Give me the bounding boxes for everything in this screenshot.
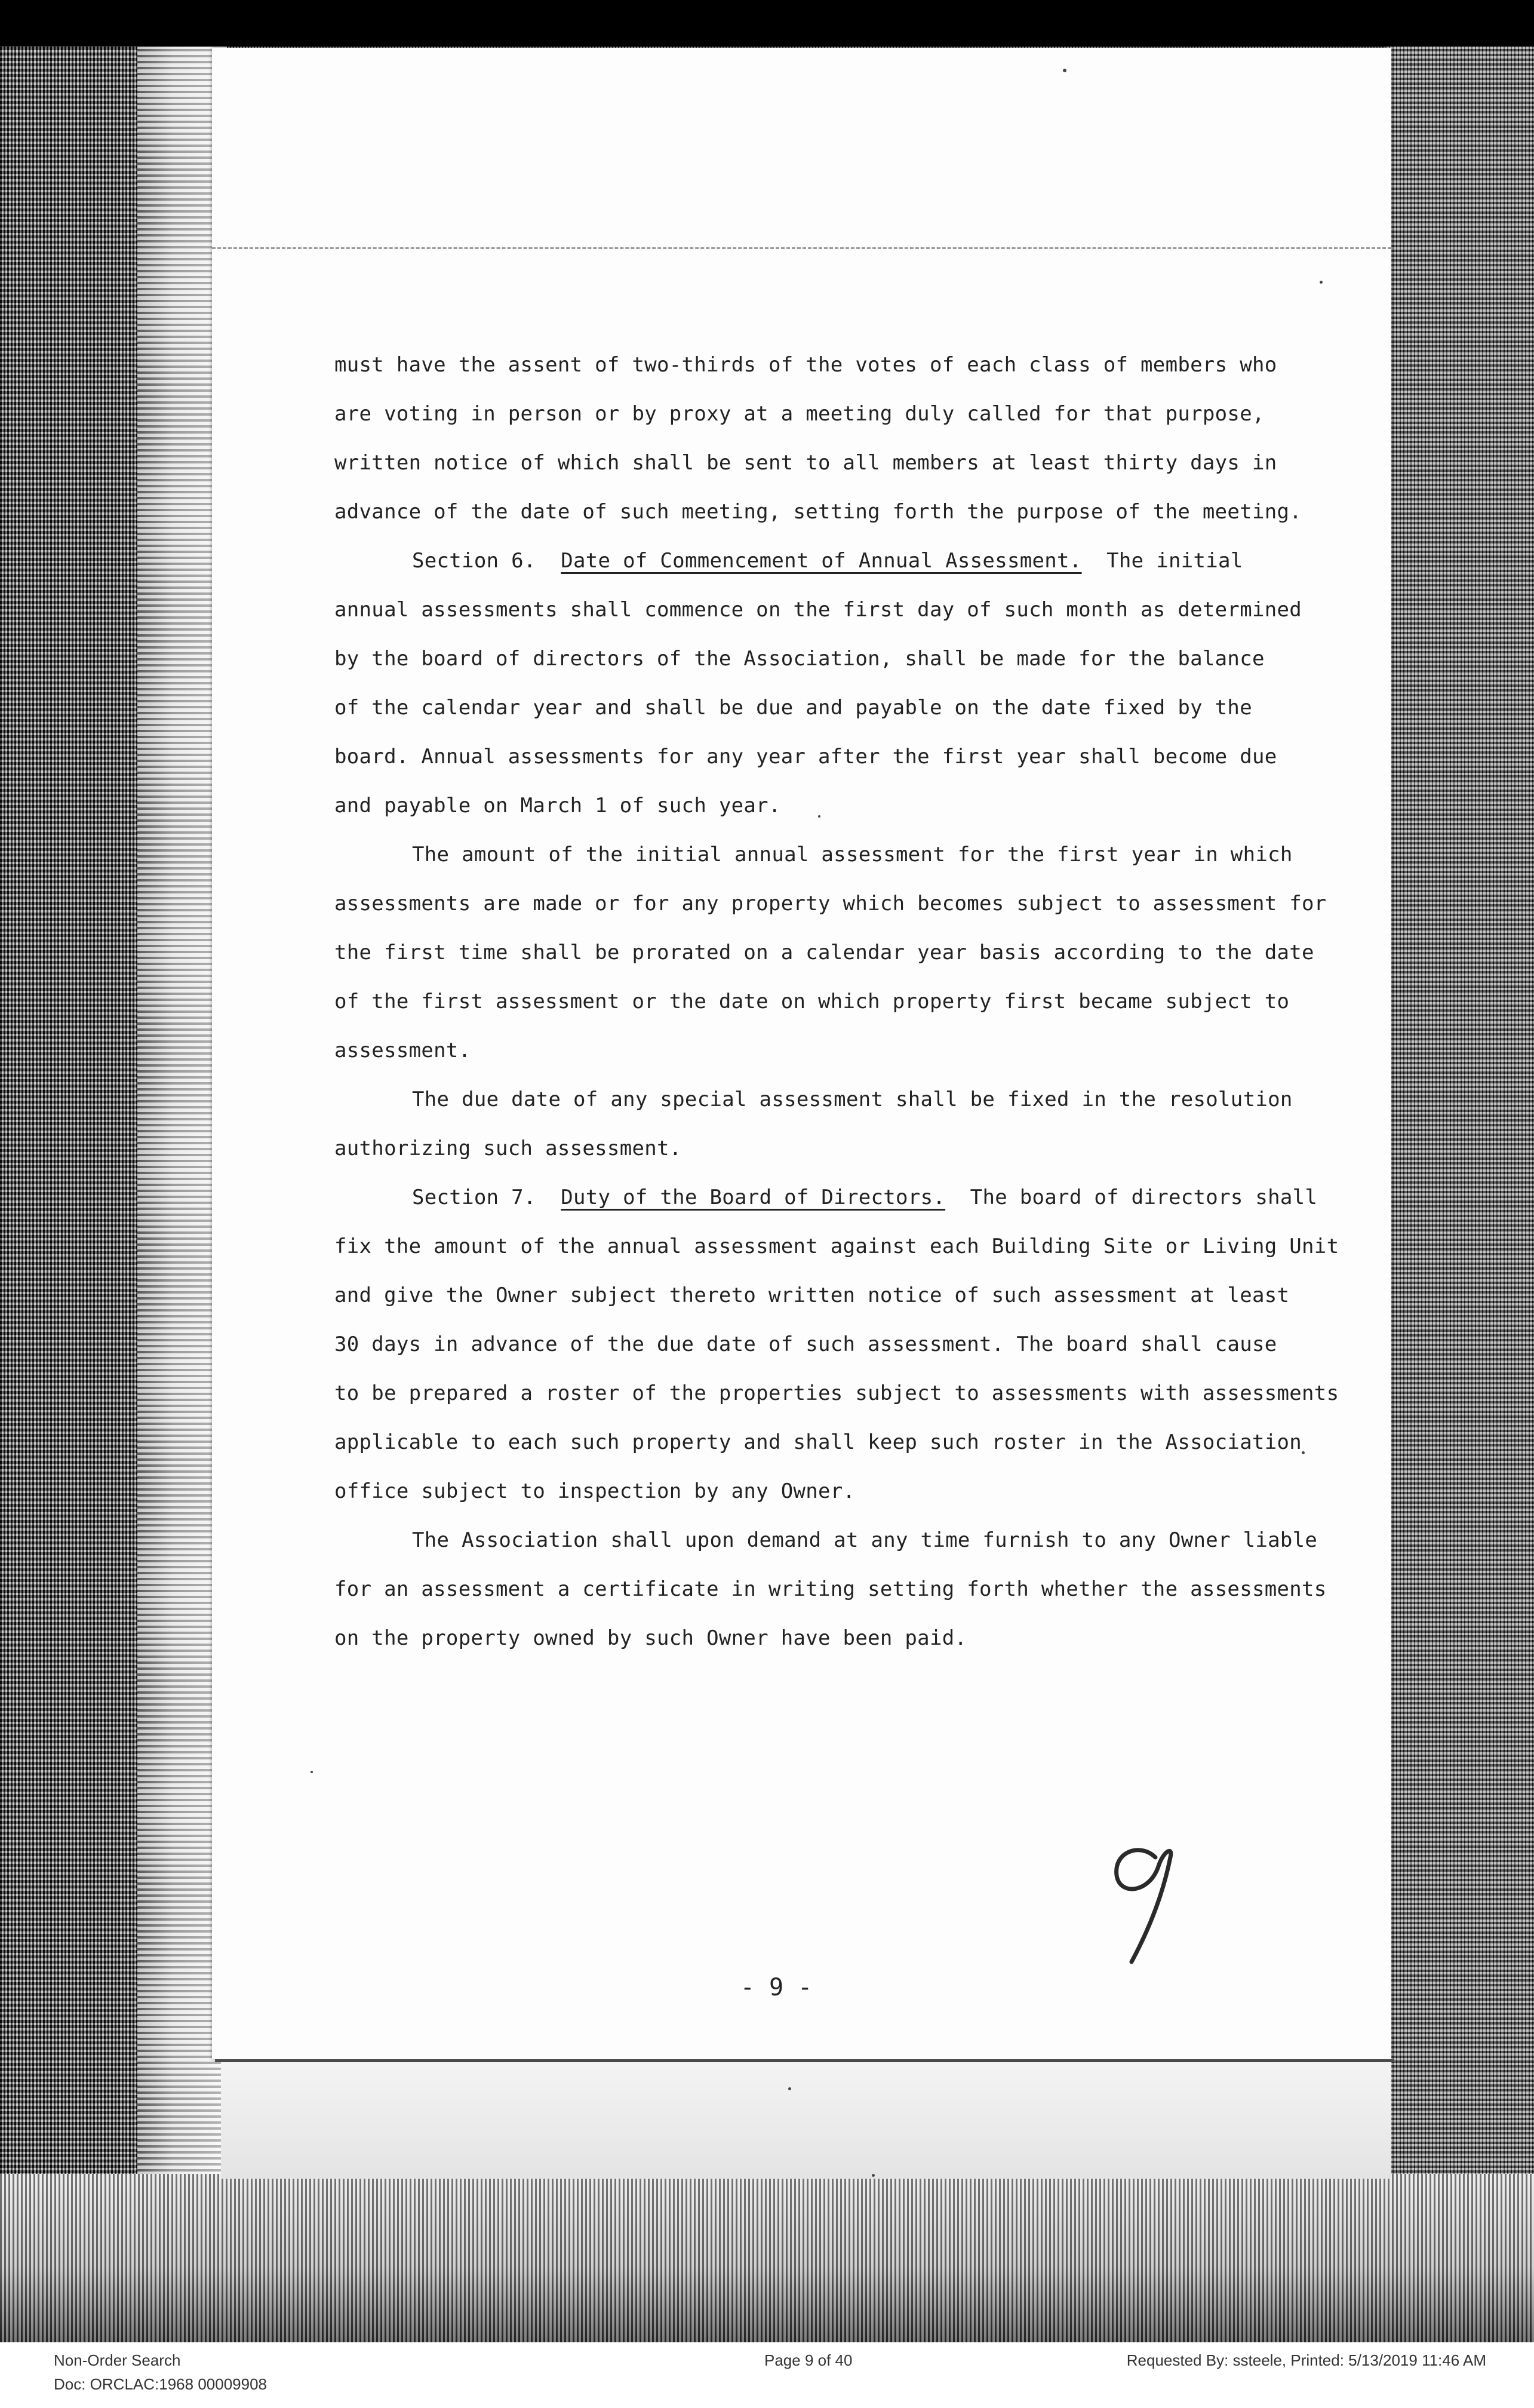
text-line: advance of the date of such meeting, setting forth the purpose of the meeting. (334, 500, 1302, 524)
text-line: to be prepared a roster of the properties subject to assessments with assessments (334, 1381, 1339, 1405)
scan-speck (311, 1771, 313, 1773)
text-line: fix the amount of the annual assessment against each Building Site or Living Unit (334, 1234, 1339, 1258)
text-line: must have the assent of two-thirds of the votes of each class of members who (334, 353, 1277, 377)
scan-speck (788, 2087, 791, 2090)
section-6-first-line (334, 536, 1290, 585)
scan-speck (872, 2174, 875, 2177)
text-line: board. Annual assessments for any year after the first year shall become due (334, 745, 1277, 769)
text-line: are voting in person or by proxy at a meeting duly called for that purpose, (334, 402, 1265, 426)
text-line: of the first assessment or the date on which property first became subject to (334, 990, 1290, 1013)
text-line: and give the Owner subject thereto written notice of such assessment at least (334, 1283, 1290, 1307)
page-number: - 9 - (740, 1974, 813, 2001)
text-line: annual assessments shall commence on the first day of such month as determined (334, 598, 1302, 622)
text-line: authorizing such assessment. (334, 1137, 682, 1160)
section-7-paragraph (334, 1173, 1339, 1516)
footer-search-type: Non-Order Search (54, 2351, 181, 2369)
fold-line (212, 247, 1391, 249)
scan-right-edge (1385, 47, 1534, 2342)
page-bottom-rule (215, 2059, 1394, 2062)
text-line: assessment. (334, 1039, 471, 1062)
footer-requested-by: Requested By: ssteele, Printed: 5/13/2019 11:46 AM (1126, 2351, 1486, 2369)
section-7-first-line-rest: The board of directors shall (970, 1185, 1318, 1209)
section-6-first-line-rest: The initial (1106, 549, 1243, 573)
section-6-label: Section 6. (412, 549, 536, 573)
text-line: 30 days in advance of the due date of such assessment. The board shall cause (334, 1332, 1277, 1356)
footer-left (54, 2348, 267, 2396)
text-line: The amount of the initial annual assessment for the first year in which (412, 843, 1293, 867)
certificate-paragraph (334, 1516, 1327, 1663)
text-line: office subject to inspection by any Owner. (334, 1479, 856, 1503)
document-page-lower (221, 2059, 1391, 2179)
section-6-heading: Date of Commencement of Annual Assessment. (561, 549, 1082, 573)
text-line: on the property owned by such Owner have been paid. (334, 1626, 967, 1650)
scan-bottom-edge (0, 2174, 1534, 2342)
scan-speck (1320, 281, 1323, 284)
text-line: and payable on March 1 of such year. (334, 794, 781, 818)
scan-speck (1302, 1451, 1305, 1454)
scan-left-edge (0, 47, 137, 2342)
text-line: for an assessment a certificate in writing setting forth whether the assessments (334, 1577, 1327, 1601)
special-assessment-paragraph (334, 1075, 1293, 1173)
text-line: assessments are made or for any property which becomes subject to assessment for (334, 892, 1327, 916)
text-line: written notice of which shall be sent to all members at least thirty days in (334, 451, 1277, 475)
scan-speck (1063, 69, 1066, 72)
handwritten-page-mark (1099, 1833, 1182, 1971)
document-body (334, 340, 1339, 1663)
text-line: The Association shall upon demand at any time furnish to any Owner liable (412, 1528, 1318, 1552)
text-line: The due date of any special assessment shall be fixed in the resolution (412, 1088, 1293, 1111)
print-footer (0, 2342, 1534, 2408)
section-7-label: Section 7. (412, 1185, 536, 1209)
opening-paragraph (334, 340, 1302, 536)
text-line: the first time shall be prorated on a calendar year basis according to the date (334, 941, 1314, 965)
section-7-heading: Duty of the Board of Directors. (561, 1185, 946, 1209)
footer-page-count: Page 9 of 40 (764, 2351, 853, 2369)
section-7-first-line (334, 1173, 1318, 1222)
footer-doc-id: Doc: ORCLAC:1968 00009908 (54, 2375, 268, 2393)
text-line: by the board of directors of the Association, shall be made for the balance (334, 647, 1265, 671)
section-6-paragraph (334, 536, 1302, 830)
initial-assessment-paragraph (334, 830, 1327, 1075)
text-line: of the calendar year and shall be due and payable on the date fixed by the (334, 696, 1252, 720)
top-black-bar (0, 0, 1534, 47)
text-line: applicable to each such property and shall keep such roster in the Association (334, 1430, 1302, 1454)
